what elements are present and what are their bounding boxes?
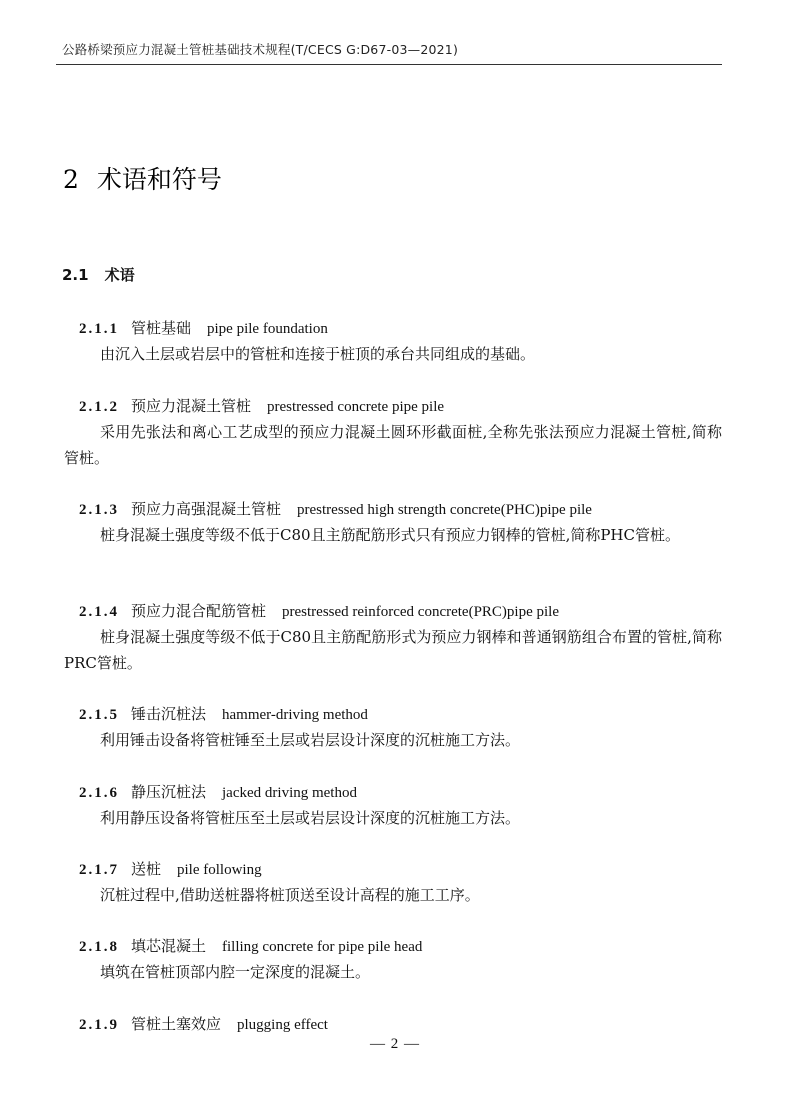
term-heading: [79, 317, 328, 338]
term-number: 2.1.8: [79, 939, 119, 955]
chapter-title-text: 术语和符号: [96, 165, 222, 194]
term-english: pipe pile foundation: [207, 321, 328, 337]
term-chinese: 管桩土塞效应: [131, 1015, 222, 1033]
term-number: 2.1.6: [79, 785, 119, 801]
term-english: prestressed concrete pipe pile: [267, 399, 445, 415]
term-heading: [79, 935, 422, 956]
term-chinese: 填芯混凝土: [131, 937, 207, 955]
term-number: 2.1.4: [79, 604, 119, 620]
term-english: pile following: [177, 862, 262, 878]
term-chinese: 送桩: [131, 860, 162, 878]
term-english: jacked driving method: [222, 785, 357, 801]
term-number: 2.1.3: [79, 502, 119, 518]
section-title: 术语: [104, 266, 135, 284]
page-number: — 2 —: [370, 1036, 420, 1052]
term-heading: [79, 600, 559, 621]
term-heading: [79, 781, 357, 802]
term-number: 2.1.5: [79, 707, 119, 723]
header-divider: [56, 64, 722, 65]
term-number: 2.1.7: [79, 862, 119, 878]
term-chinese: 管桩基础: [131, 319, 192, 337]
term-chinese: 预应力混凝土管桩: [131, 397, 252, 415]
term-definition: 采用先张法和离心工艺成型的预应力混凝土圆环形截面桩,全称先张法预应力混凝土管桩,简称管桩。: [64, 423, 722, 467]
chapter-title: [63, 160, 222, 196]
term-chinese: 静压沉桩法: [131, 783, 207, 801]
term-definition: 填筑在管桩顶部内腔一定深度的混凝土。: [100, 963, 371, 981]
term-definition: 桩身混凝土强度等级不低于C80且主筋配筋形式为预应力钢棒和普通钢筋组合布置的管桩,简称PRC管桩。: [64, 628, 722, 672]
running-header: 公路桥梁预应力混凝土管桩基础技术规程(T/CECS G:D67-03—2021): [62, 42, 459, 57]
term-definition: 利用锤击设备将管桩锤至土层或岩层设计深度的沉桩施工方法。: [100, 731, 521, 749]
term-english: filling concrete for pipe pile head: [222, 939, 423, 955]
term-english: prestressed reinforced concrete(PRC)pipe pile: [282, 604, 559, 620]
term-heading: [79, 1013, 328, 1034]
term-definition: 由沉入土层或岩层中的管桩和连接于桩顶的承台共同组成的基础。: [100, 345, 536, 363]
term-chinese: 锤击沉桩法: [131, 705, 207, 723]
term-heading: [79, 395, 444, 416]
term-definition: 利用静压设备将管桩压至土层或岩层设计深度的沉桩施工方法。: [100, 809, 521, 827]
section-heading: [62, 264, 135, 285]
chapter-number: 2: [63, 165, 79, 194]
term-heading: [79, 703, 368, 724]
term-english: prestressed high strength concrete(PHC)pipe pile: [297, 502, 592, 518]
section-number: 2.1: [62, 266, 89, 284]
term-english: plugging effect: [237, 1017, 328, 1033]
term-heading: [79, 498, 592, 519]
term-definition: 沉桩过程中,借助送桩器将桩顶送至设计高程的施工工序。: [100, 886, 480, 904]
term-chinese: 预应力高强混凝土管桩: [131, 500, 282, 518]
term-english: hammer-driving method: [222, 707, 368, 723]
term-number: 2.1.1: [79, 321, 119, 337]
term-chinese: 预应力混合配筋管桩: [131, 602, 267, 620]
term-number: 2.1.9: [79, 1017, 119, 1033]
term-number: 2.1.2: [79, 399, 119, 415]
term-heading: [79, 858, 262, 879]
term-definition: 桩身混凝土强度等级不低于C80且主筋配筋形式只有预应力钢棒的管桩,简称PHC管桩。: [100, 526, 680, 544]
